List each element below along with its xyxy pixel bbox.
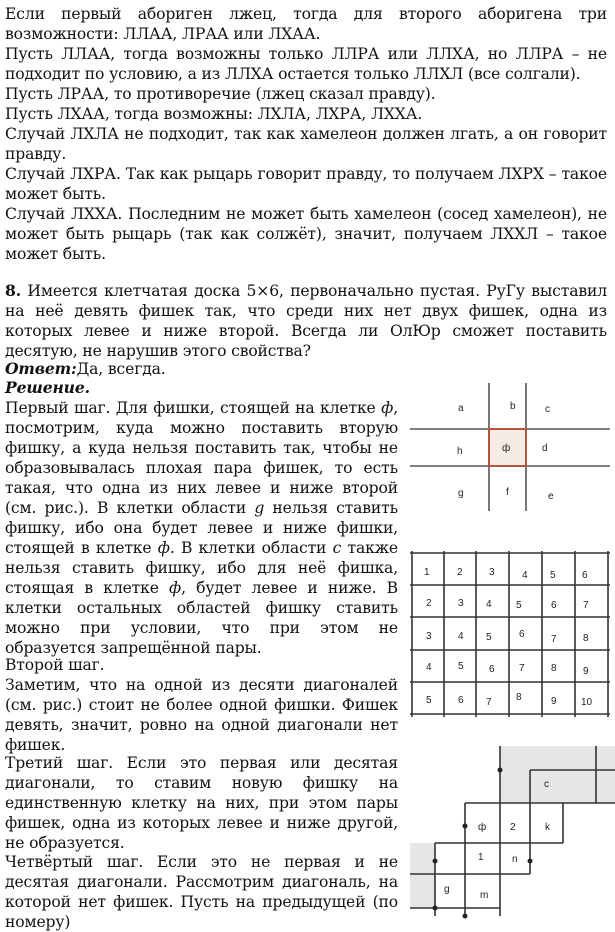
board-cell-number: 7 <box>486 697 492 708</box>
solution-label: Решение. <box>5 378 90 397</box>
answer-line <box>5 359 607 379</box>
step1-text-e: также нельзя ставить фишку, ибо для неё фишка, стоящая в клетке <box>5 539 398 597</box>
region-label-a: a <box>458 403 464 414</box>
board-cell-number: 8 <box>516 692 522 703</box>
board-cell-number: 7 <box>583 600 589 611</box>
board-cell-number: 3 <box>458 598 464 609</box>
board-cell-number: 6 <box>458 695 464 706</box>
phi-symbol: ф <box>381 399 394 417</box>
board-cell-number: 5 <box>486 632 492 643</box>
paragraph-case-lhha: Случай ЛХХА. Последним не может быть хамелеон (сосед хамелеон), не может быть рыцарь (так как солжёт), значит, получаем ЛХХЛ – такое может быть. <box>5 205 607 263</box>
board-cell-number: 8 <box>583 633 589 644</box>
region-label-phi: ф <box>502 443 511 454</box>
paragraph-second-step: Заметим, что на одной из десяти диагоналей (см. рис.) стоит не более одной фишки. Фишек девять, значит, ровно на одной диагонали нет фишек. <box>5 676 398 754</box>
second-step-heading: Второй шаг. <box>5 656 105 674</box>
region-label-h: h <box>457 446 463 457</box>
board-cell-number: 5 <box>516 600 522 611</box>
board-cell-number: 2 <box>457 567 463 578</box>
region-label-c: c <box>545 404 550 415</box>
board-cell-number: 6 <box>551 600 557 611</box>
stair-label-2: 2 <box>510 822 516 833</box>
board-cell-number: 9 <box>583 666 589 677</box>
board-cell-number: 4 <box>426 662 432 673</box>
paragraph-case-lhra: Случай ЛХРА. Так как рыцарь говорит правду, то получаем ЛХРХ – такое может быть. <box>5 165 607 203</box>
board-cell-number: 6 <box>519 629 525 640</box>
step1-text-a: Первый шаг. Для фишки, стоящей на клетке <box>5 399 382 417</box>
board-cell-number: 4 <box>486 599 492 610</box>
board-cell-number: 7 <box>551 634 557 645</box>
board-cell-number: 8 <box>551 663 557 674</box>
stair-label-n: n <box>512 854 518 865</box>
board-cell-number: 6 <box>582 570 588 581</box>
answer-text: Да, всегда. <box>76 360 166 378</box>
stair-label-phi: ф <box>478 822 487 833</box>
region-figure <box>410 383 610 511</box>
g-symbol: g <box>254 499 265 517</box>
problem-text: Имеется клетчатая доска 5×6, первоначально пустая. РуГу выставил на неё девять фишек так, что среди них нет двух фишек, одна из которых левее и ниже второй. Всегда ли ОлЮр сможет поставить десятую, не нарушив этого свойства? <box>5 282 607 360</box>
paragraph-fourth-step: Четвёртый шаг. Если это не первая и не десятая диагонали. Рассмотрим диагональ, на которой нет фишек. Пусть на предыдущей (по номеру) <box>5 853 398 931</box>
board-cell-number: 2 <box>426 598 432 609</box>
board-cell-number: 4 <box>522 570 528 581</box>
region-label-g: g <box>458 488 464 499</box>
paragraph-case-llaa: Пусть ЛЛАА, тогда возможны только ЛЛРА или ЛЛХА, но ЛЛРА – не подходит по условию, а из ЛЛХА остается только ЛЛХЛ (все солгали). <box>5 45 607 83</box>
board-cell-number: 10 <box>581 697 593 708</box>
diagonal-board-figure <box>410 551 610 717</box>
paragraph-case-lhla: Случай ЛХЛА не подходит, так как хамелеон должен лгать, а он говорит правду. <box>5 125 607 163</box>
paragraph-third-step: Третий шаг. Если это первая или десятая диагонали, то ставим новую фишку на единственную клетку на них, при этом пары фишек, одна из которых левее и ниже другой, не образуется. <box>5 754 398 852</box>
board-cell-number: 5 <box>426 695 432 706</box>
stair-label-g: g <box>444 884 450 895</box>
paragraph-first-step <box>5 398 398 658</box>
board-cell-number: 3 <box>489 567 495 578</box>
staircase-figure <box>410 746 615 924</box>
paragraph-case-liar: Если первый абориген лжец, тогда для второго аборигена три возможности: ЛЛАА, ЛРАА или ЛХАА. <box>5 5 607 43</box>
paragraph-case-lhaa: Пусть ЛХАА, тогда возможны: ЛХЛА, ЛХРА, ЛХХА. <box>5 105 423 123</box>
region-label-f: f <box>506 487 509 498</box>
board-cell-number: 1 <box>424 567 430 578</box>
board-cell-number: 4 <box>458 631 464 642</box>
stair-label-c: c <box>544 779 549 790</box>
board-cell-number: 3 <box>426 631 432 642</box>
stair-label-m: m <box>480 890 489 901</box>
answer-label: Ответ: <box>5 359 77 378</box>
problem-statement <box>5 281 607 361</box>
stair-label-1: 1 <box>478 852 484 863</box>
region-label-e: e <box>548 491 554 502</box>
phi-symbol: ф <box>169 579 182 597</box>
board-cell-number: 9 <box>551 696 557 707</box>
region-label-b: b <box>510 401 516 412</box>
step1-text-b: , посмотрим, куда можно поставить вторую фишку, а куда нельзя поставить так, чтобы не образовывалась плохая пара фишек, то есть такая, что одна из них левее и ниже второй (см. рис.). В клетки области <box>5 399 398 517</box>
stair-label-k: k <box>545 822 550 833</box>
region-label-d: d <box>542 443 548 454</box>
board-cell-number: 7 <box>519 663 525 674</box>
phi-symbol: ф <box>157 539 170 557</box>
c-symbol: c <box>332 539 342 557</box>
paragraph-case-lraa: Пусть ЛРАА, то противоречие (лжец сказал правду). <box>5 85 436 103</box>
step1-text-f: , будет левее и ниже. В клетки остальных областей фишку ставить можно при условии, что при этом не образуется запрещённой пары. <box>5 579 398 657</box>
board-cell-number: 5 <box>550 570 556 581</box>
step1-text-c: нельзя ставить фишку, ибо она будет левее и ниже фишки, стоящей в клетке <box>5 499 398 557</box>
board-cell-number: 6 <box>489 664 495 675</box>
problem-number: 8. <box>5 281 21 300</box>
board-cell-number: 5 <box>458 661 464 672</box>
step1-text-d: . В клетки области <box>169 539 333 557</box>
